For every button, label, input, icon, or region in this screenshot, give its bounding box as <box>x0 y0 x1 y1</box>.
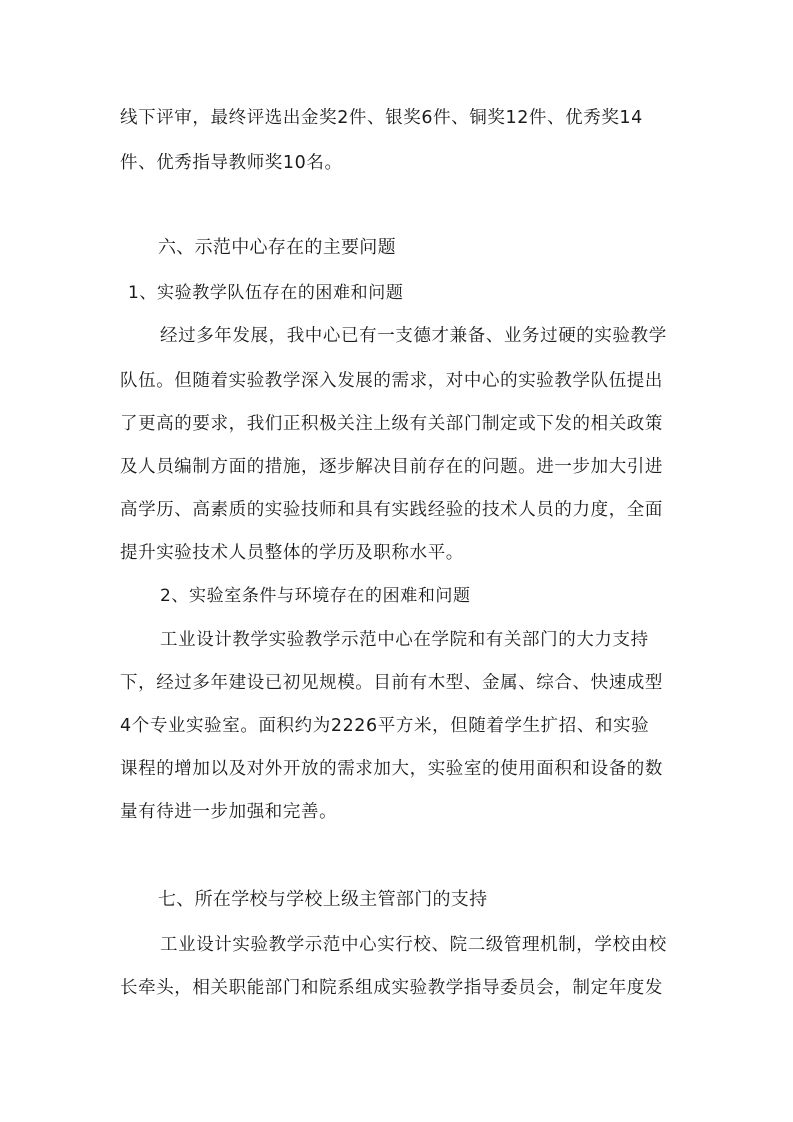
paragraph-line: 了更高的要求，我们正积极关注上级有关部门制定或下发的相关政策 <box>120 414 663 434</box>
paragraph-line: 高学历、高素质的实验技师和具有实践经验的技术人员的力度，全面 <box>120 500 663 520</box>
section-heading: 六、示范中心存在的主要问题 <box>158 237 396 258</box>
paragraph-line: 课程的增加以及对外开放的需求加大，实验室的使用面积和设备的数 <box>120 759 663 779</box>
section-heading: 七、所在学校与学校上级主管部门的支持 <box>158 889 488 910</box>
paragraph-line: 及人员编制方面的措施，逐步解决目前存在的问题。进一步加大引进 <box>120 457 663 477</box>
paragraph-line: 下，经过多年建设已初见规模。目前有木型、金属、综合、快速成型 <box>120 673 663 693</box>
paragraph-line: 量有待进一步加强和完善。 <box>120 802 338 822</box>
paragraph-line: 件、优秀指导教师奖10名。 <box>120 153 343 173</box>
paragraph-line: 队伍。但随着实验教学深入发展的需求，对中心的实验教学队伍提出 <box>120 371 663 391</box>
paragraph-line: 提升实验技术人员整体的学历及职称水平。 <box>120 543 464 563</box>
subsection-heading: 1、实验教学队伍存在的困难和问题 <box>128 283 404 303</box>
paragraph-line: 经过多年发展，我中心已有一支德才兼备、业务过硬的实验教学 <box>160 326 667 346</box>
paragraph-line: 工业设计实验教学示范中心实行校、院二级管理机制，学校由校 <box>160 935 667 955</box>
paragraph-line: 4个专业实验室。面积约为2226平方米，但随着学生扩招、和实验 <box>120 716 650 736</box>
paragraph-line: 工业设计教学实验教学示范中心在学院和有关部门的大力支持 <box>160 630 649 650</box>
paragraph-line: 线下评审，最终评选出金奖2件、银奖6件、铜奖12件、优秀奖14 <box>120 108 643 128</box>
subsection-heading: 2、实验室条件与环境存在的困难和问题 <box>160 586 471 606</box>
paragraph-line: 长牵头，相关职能部门和院系组成实验教学指导委员会，制定年度发 <box>120 978 663 998</box>
